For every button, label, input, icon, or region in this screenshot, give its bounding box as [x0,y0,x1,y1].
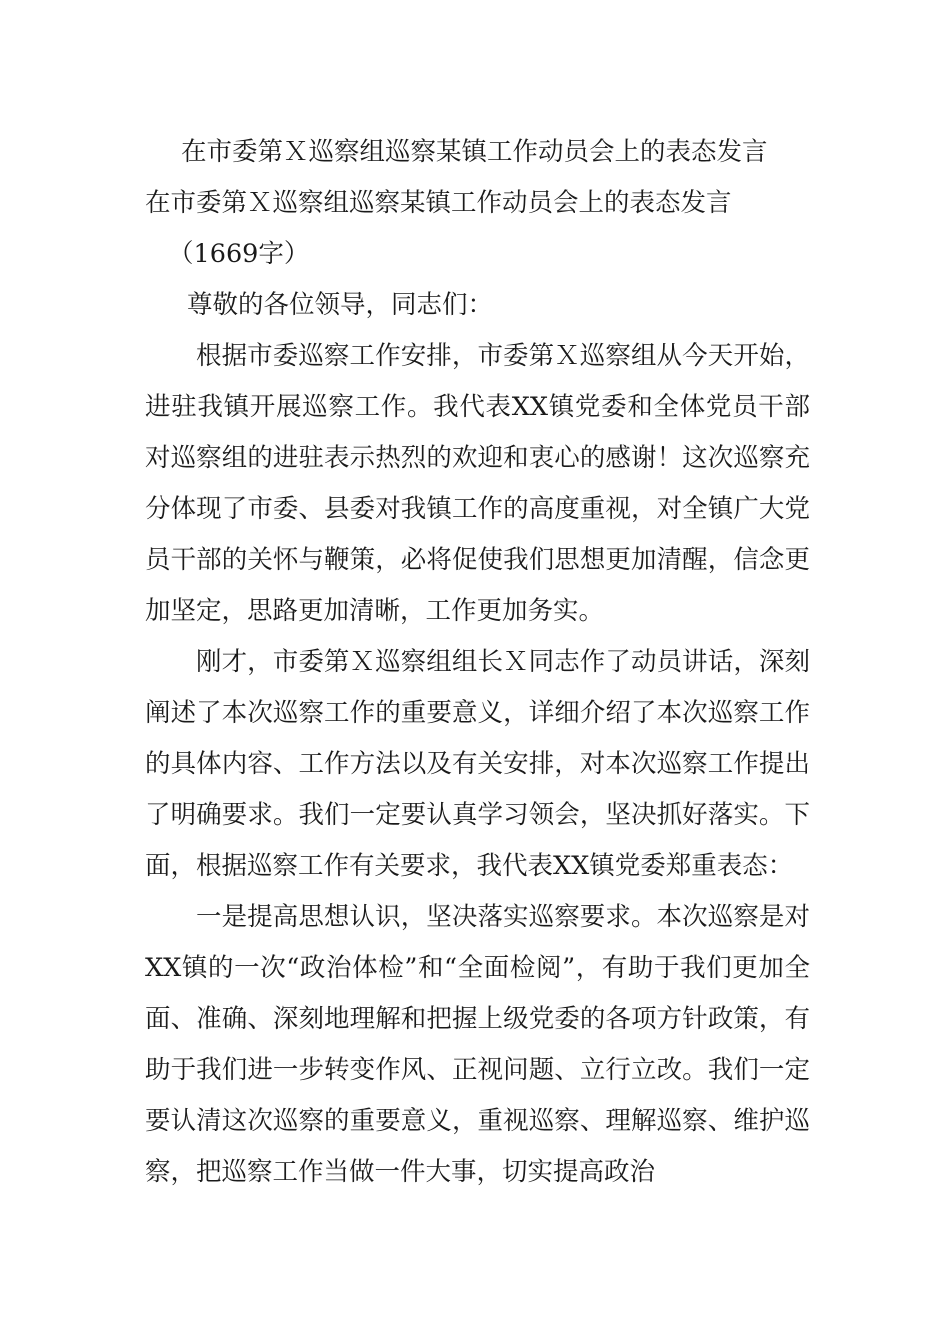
paragraph-3: 一是提高思想认识，坚决落实巡察要求。本次巡察是对XX镇的一次“政治体检”和“全面检阅”，有助于我们更加全面、准确、深刻地理解和把握上级党委的各项方针政策，有助于我们进一步转变作风、正视问题、立行立改。我们一定要认清这次巡察的重要意义，重视巡察、理解巡察、维护巡察，把巡察工作当做一件大事，切实提高政治 [145,902,810,1187]
document-body [145,127,810,1198]
document-title-repeat: 在市委第Ｘ巡察组巡察某镇工作动员会上的表态发言 [145,188,732,218]
paragraph-2: 刚才，市委第Ｘ巡察组组长Ｘ同志作了动员讲话，深刻阐述了本次巡察工作的重要意义，详细介绍了本次巡察工作的具体内容、工作方法以及有关安排，对本次巡察工作提出了明确要求。我们一定要认真学习领会，坚决抓好落实。下面，根据巡察工作有关要求，我代表XX镇党委郑重表态： [145,647,810,881]
document-title: 在市委第Ｘ巡察组巡察某镇工作动员会上的表态发言 [181,137,768,167]
greeting: 尊敬的各位领导，同志们： [187,290,494,320]
paragraph-1: 根据市委巡察工作安排，市委第Ｘ巡察组从今天开始，进驻我镇开展巡察工作。我代表XX镇党委和全体党员干部对巡察组的进驻表示热烈的欢迎和衷心的感谢！这次巡察充分体现了市委、县委对我镇工作的高度重视，对全镇广大党员干部的关怀与鞭策，必将促使我们思想更加清醒，信念更加坚定，思路更加清晰，工作更加务实。 [145,341,810,626]
word-count: （1669字） [168,239,310,269]
